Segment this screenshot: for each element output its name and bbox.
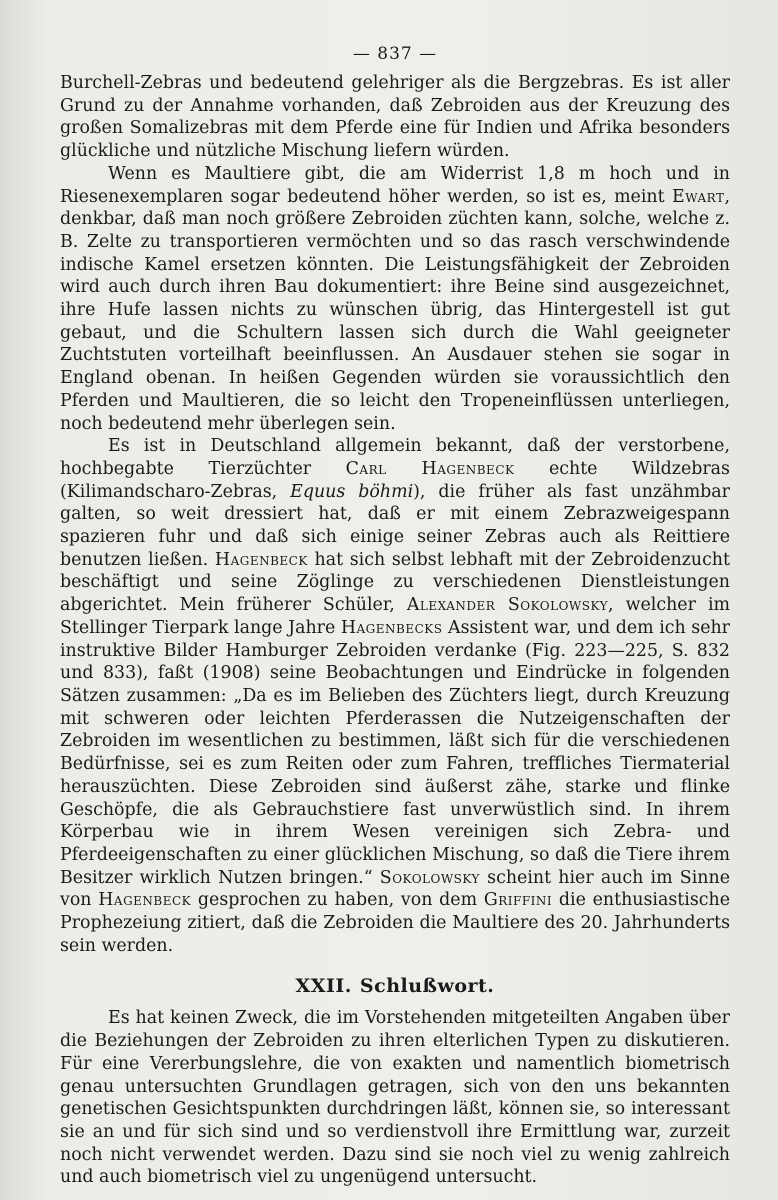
text-run: scheint hier auch im Sinne von	[60, 867, 730, 911]
body-text	[60, 72, 730, 957]
paragraph-3	[60, 435, 730, 957]
person-name-carl-hagenbeck: Carl Hagenbeck	[345, 458, 515, 479]
species-name: Equus böhmi	[290, 481, 414, 502]
paragraph-1: Burchell-Zebras und bedeutend gelehriger als die Bergzebras. Es ist aller Grund zu der Annahme vorhanden, daß Zebroiden aus der Kreuzung des großen Somalizebras mit dem Pferde eine für Indien und Afrika besonders glückliche und nützliche Mischung liefern würden.	[60, 73, 730, 162]
text-run: echte Wildzebras (Kilimandscharo-Zebras,	[60, 458, 730, 502]
text-run: die enthusiastische Prophezeiung zitiert, daß die Zebroiden die Maultiere des 20. Jahrhunderts sein werden.	[60, 890, 730, 956]
text-run: gesprochen zu haben, von dem	[191, 890, 484, 911]
paragraph-4: Es hat keinen Zweck, die im Vorstehenden mitgeteilten Angaben über die Beziehungen der Zebroiden zu ihren elterlichen Typen zu diskutieren. Für eine Vererbungslehre, die von exakten und namentlich biometrisch genau untersuchten Grundlagen getragen, sich von den uns bekannten genetischen Gesichtspunkten durchdringen läßt, können sie, so interessant sie an und für sich sind und so verdienstvoll ihre Ermittlung war, zurzeit noch nicht verwendet werden. Dazu sind sie noch viel zu wenig zahlreich und auch biometrisch viel zu ungenügend untersucht.	[60, 1008, 730, 1188]
page-number: — 837 —	[352, 44, 438, 64]
person-name-sokolowsky: Alexander Sokolowsky	[406, 595, 609, 616]
section-heading	[60, 975, 730, 997]
text-run: , denkbar, daß man noch größere Zebroiden züchten kann, solche, welche z. B. Zelte zu transportieren vermöchten und so das rasch verschwindende indische Kamel ersetzen könnten. Die Leistungsfähigkeit der Zebroiden wird auch durch ihren Bau dokumentiert: ihre Beine sind ausgezeichnet, ihre Hufe lassen nichts zu wünschen übrig, das Hintergestell ist gut gebaut, und die Schultern lassen sich durch die Wahl geeigneter Zuchtstuten vorteilhaft beeinflussen. An Ausdauer stehen sie sogar in England obenan. In heißen Gegenden würden sie voraussichtlich den Pferden und Maultieren, die so leicht den Tropeneinflüssen unterliegen, noch bedeutend mehr überlegen sein.	[60, 186, 730, 434]
text-run: Es ist in Deutschland allgemein bekannt, daß der verstorbene, hochbegabte Tierzüchter	[60, 436, 730, 479]
text-run: , welcher im Stellinger Tierpark lange Jahre	[60, 595, 731, 638]
text-run: Wenn es Maultiere gibt, die am Widerrist 1,8 m hoch und in Riesenexemplaren sogar bedeutend höher werden, so ist es, meint	[60, 163, 730, 207]
section-number: XXII.	[295, 975, 352, 998]
person-name-hagenbeck: Hagenbeck	[98, 890, 192, 911]
body-text-conclusion	[60, 1007, 730, 1189]
text-run: ), die früher als fast unzähmbar galten, so weit dressiert hat, daß er mit einem Zebrazweigespann spazieren fuhr und daß sich einige seiner Zebras auch als Reittiere benutzen ließen.	[60, 481, 730, 570]
author-name-ewart: Ewart	[672, 186, 725, 207]
person-name-sokolowsky: Sokolowsky	[379, 867, 480, 888]
paragraph-2	[60, 163, 730, 435]
person-name-hagenbecks: Hagenbecks	[340, 617, 443, 638]
text-run: Assistent war, und dem ich sehr instruktive Bilder Hamburger Zebroiden verdanke (Fig. 223—225, S. 832 und 833), faßt (1908) seine Beobachtungen und Eindrücke in folgenden Sätzen zusammen: „Da es im Belieben des Züchters liegt, durch Kreuzung mit schweren oder leichten Pferderassen die Nutzeigenschaften der Zebroiden im wesentlichen zu bestimmen, läßt sich für die verschiedenen Bedürfnisse, sei es zum Reiten oder zum Fahren, treffliches Tiermaterial herauszüchten. Diese Zebroiden sind äußerst zähe, starke und flinke Geschöpfe, die als Gebrauchstiere fast unverwüstlich sind. In ihrem Körperbau wie in ihrem Wesen vereinigen sich Zebra- und Pferdeeigenschaften zu einer glücklichen Mischung, so daß die Tiere ihrem Besitzer wirklich Nutzen bringen.“	[60, 617, 730, 888]
person-name-hagenbeck: Hagenbeck	[214, 549, 308, 570]
section-title: Schlußwort.	[359, 975, 495, 998]
text-run: hat sich selbst lebhaft mit der Zebroidenzucht beschäftigt und seine Zöglinge zu verschiedenen Dienstleistungen abgerichtet. Mein früherer Schüler,	[60, 549, 730, 616]
person-name-griffini: Griffini	[483, 890, 553, 911]
